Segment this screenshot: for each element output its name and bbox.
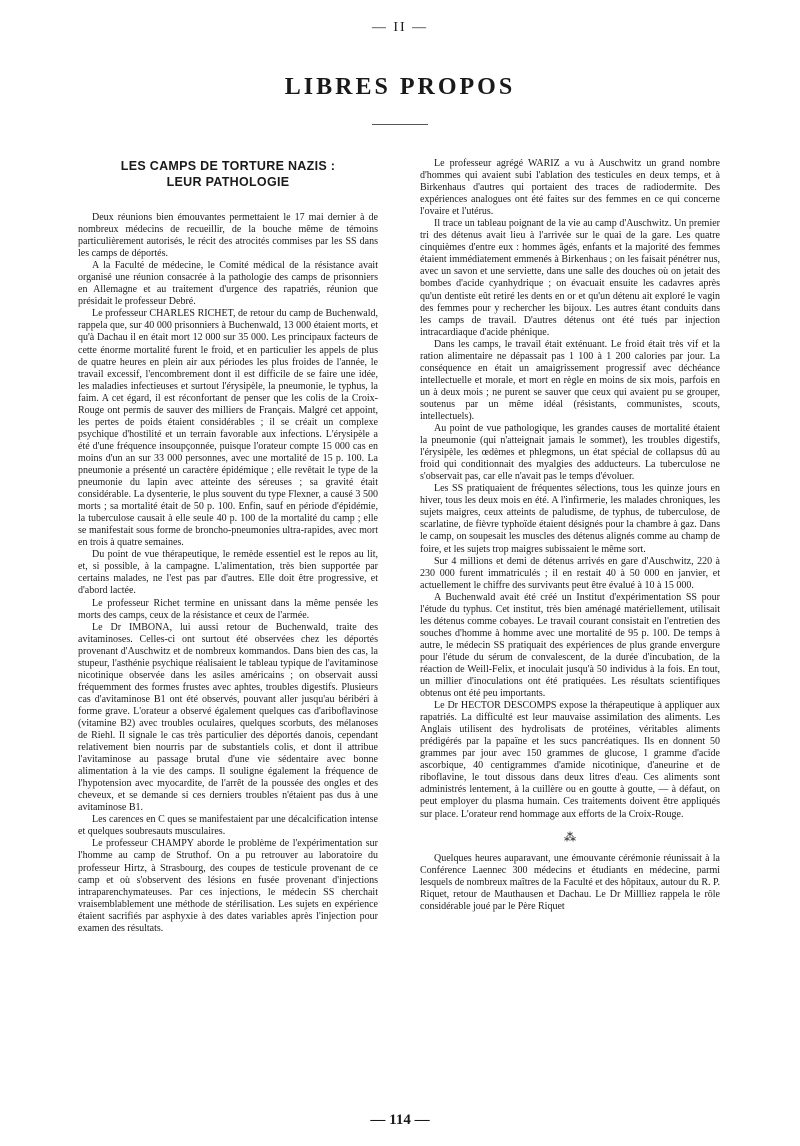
page-header-mark: — II — (371, 20, 429, 35)
paragraph: Le professeur agrégé WARIZ a vu à Auschwitz un grand nombre d'hommes qui avaient subi l'ablation des testicules en deux temps, et à Birkenhaus d'autres qui portaient des traces de radiodermite. Des expériences analogues ont été faites sur des femmes en ce qui concerne l'ovaire et l'utérus. (420, 158, 720, 218)
paragraph: Sur 4 millions et demi de détenus arrivés en gare d'Auschwitz, 220 à 230 000 furent immatriculés ; il en restait 40 à 50 000 en janvier, et actuellement le chiffre des survivants peut être évalué à 10 à 15 000. (420, 555, 720, 591)
article-title-line2: LEUR PATHOLOGIE (166, 175, 290, 189)
paragraph: Les carences en C ques se manifestaient par une décalcification intense et quelques soubresauts musculaires. (78, 814, 378, 838)
paragraph: Le professeur Richet termine en unissant dans la même pensée les morts des camps, ceux de la résistance et ceux de l'armée. (78, 597, 378, 621)
paragraph: Le professeur CHAMPY aborde le problème de l'expérimentation sur l'homme au camp de Struthof. On a pu retrouver au laboratoire du professeur Hirtz, à Strasbourg, des coupes de testicule provenant de ce camp et où s'observent des lésions en fusée provenant d'injections intraparenchymateuses. Par ces injections, le médecin SS cherchait vraisemblablement une méthode de stérilisation. Les sujets en expérience étaient sacrifiés par asphyxie à des dates variables après l'injection pour examen des résultats. (78, 838, 378, 934)
section-break-asterism: ⁂ (564, 829, 576, 844)
paragraph: Le Dr HECTOR DESCOMPS expose la thérapeutique à appliquer aux rapatriés. La difficulté est leur mauvaise assimilation des aliments. Les Anglais utilisent des hydrolisats de protéines, véritables aliments prédigérés par la papaïne et les sucs pancréatiques. Ils en donnent 50 grammes par jour avec 150 grammes de glucose, 1 gramme d'acide ascorbique, 40 centigrammes d'amide nicotinique, d'aneurine et de riboflavine, le tout dissous dans deux litres d'eau. Ces aliments sont administrés lentement, à la cuillère ou en goutte à goutte, — à défaut, on peut employer du plasma humain. Ces traitements doivent être appliqués sur place. L'orateur rend hommage aux efforts de la Croix-Rouge. (420, 700, 720, 820)
paragraph: A la Faculté de médecine, le Comité médical de la résistance avait organisé une réunion consacrée à la pathologie des camps de prisonniers en Allemagne et au traitement d'urgence des rapatriés, réunion que présidait le professeur Debré. (78, 260, 378, 308)
paragraph: Dans les camps, le travail était exténuant. Le froid était très vif et la ration alimentaire ne dépassait pas 1 100 à 1 200 calories par jour. La conséquence en était un amaigrissement progressif avec déchéance intellectuelle et morale, et mort en règle en moins de six mois, parfois en un à deux mois ; ne purent se sauver que ceux qui avaient pu se grouper, soutenus par un même idéal (résistants, communistes, scouts, intellectuels). (420, 338, 720, 422)
paragraph: Deux réunions bien émouvantes permettaient le 17 mai dernier à de nombreux médecins de recueillir, de la bouche même de témoins particulièrement autorisés, le récit des atrocités commises par les SS dans les camps de déportés. (78, 212, 378, 260)
paragraph: Le Dr IMBONA, lui aussi retour de Buchenwald, traite des avitaminoses. Celles-ci ont surtout été observées chez les déportés provenant d'Auschwitz et de nombreux kommandos. Dans bien des cas, la stupeur, l'asthénie psychique réalisaient le tableau typique de l'avitaminose nicotinique observée dans les asiles américains ; on observait aussi fréquemment des formes frustes avec aphtes, troubles digestifs. Plusieurs cas d'avitaminose B1 ont été observés, pouvant aller jusqu'au béribéri à forme grave. L'orateur a observé également quelques cas d'ariboflavinose (vitamine B2) avec troubles oculaires, quelques scorbuts, des mélanoses de Riehl. Il signale le cas très particulier des déportés danois, cependant relativement bien nourris par de substantiels colis, et dont il attribue l'avitaminose au passage brutal d'une vie sédentaire avec bonne alimentation à la vie des camps. Il souligne également la fréquence de l'hypotension avec myocardite, de l'arrêt de la poussée des ongles et des cheveux, et se demande si ces derniers troubles n'étaient pas dus à une avitaminose B1. (78, 621, 378, 814)
article-title-line1: LES CAMPS DE TORTURE NAZIS : (120, 159, 336, 173)
title-divider (372, 124, 428, 125)
page-number: — 114 — (370, 1112, 430, 1128)
left-column (78, 158, 378, 935)
paragraph: Quelques heures auparavant, une émouvante cérémonie réunissait à la Conférence Laennec 300 médecins et étudiants en médecine, parmi lesquels de nombreux maîtres de la Faculté et des hôpitaux, autour du R. P. Riquet, retour de Mauthausen et Dachau. Le Dr Millliez rappela le rôle considérable joué par le Père Riquet (420, 852, 720, 912)
paragraph: Les SS pratiquaient de fréquentes sélections, tous les quinze jours en hiver, tous les deux mois en été. A l'infirmerie, les malades chroniques, les sujets maigres, ceux atteints de paludisme, de typhus, de tuberculose, de scarlatine, de fièvre typhoïde étaient désignés pour la chambre à gaz. Dans le camp, on soupesait les muscles des détenus alignés comme au champ de foire, et les sujets trop maigres subissaient le même sort. (420, 483, 720, 555)
right-column (420, 158, 720, 913)
paragraph: A Buchenwald avait été créé un Institut d'expérimentation SS pour l'étude du typhus. Cet institut, très bien aménagé matériellement, utilisait les détenus comme cobayes. Le travail courant consistait en l'entretien des souches d'homme à homme avec une mortalité de 95 p. 100. De temps à autre, le médecin SS pratiquait des expériences de plus grande envergure pour l'étude du sérum de convalescent, de la durée d'incubation, de la réaction de Weill-Felix, et inoculait jusqu'à 50 individus à la fois. En tout, un millier d'inoculations ont été pratiquées. Les résultats scientifiques obtenus ont été peu importants. (420, 591, 720, 700)
paragraph: Il trace un tableau poignant de la vie au camp d'Auschwitz. Un premier tri des détenus avait lieu à l'arrivée sur le quai de la gare. Les quatre cinquièmes d'entre eux : hommes âgés, enfants et la majorité des femmes étaient immédiatement emmenés à Birkenhaus ; on les faisait pénétrer nus, avec un savon et une serviette, dans une salle des douches où on jetait des bombes d'acide cyanhydrique ; on évacuait ensuite les cadavres après qu'un dentiste eût retiré les dents en or et qu'un détenu ait exploré le vagin des femmes pour y rechercher les bijoux. Les autres étant conduits dans les camps de travail. D'autres détenus ont été tués par injection intracardiaque d'acide phénique. (420, 218, 720, 338)
paragraph: Le professeur CHARLES RICHET, de retour du camp de Buchenwald, rappela que, sur 40 000 prisonniers à Buchenwald, 13 000 étaient morts, et qu'à Dachau il en était mort 12 000 sur 35 000. Les principaux facteurs de cette énorme mortalité furent le froid, et en particulier les appels de plus de quatre heures en plein air aux périodes les plus froides de l'année, le travail excessif, l'encombrement dont il est difficile de se faire une idée, les maladies infectieuses et surtout l'érysipèle, la pneumonie, le typhus, la faim. A cet égard, il est réconfortant de penser que les colis de la Croix-Rouge ont permis de sauver des milliers de Français. Malgré cet appoint, les pertes de poids étaient considérables ; il se créait un complexe psychique d'hostilité et un terrain favorable aux infections. L'érysipèle a été d'une fréquence insoupçonnée, puisque l'orateur compte 15 000 cas en moins d'un an sur 33 000 personnes, avec une mortalité de 15 p. 100. La pneumonie a présenté un caractère épidémique ; elle revêtait le type de la pneumonie du lapin avec atteinte des séreuses ; sa gravité était considérable. La dysenterie, le plus souvent du type Flexner, a causé 3 500 morts ; sa mortalité était de 50 p. 100. Enfin, sauf en période d'épidémie, la tuberculose causait à elle seule 40 p. 100 de la mortalité du camp ; elle se manifestait sous forme de broncho-pneumonies ultra-rapides, avec mort en trois à quatre semaines. (78, 308, 378, 549)
article-title (78, 158, 378, 190)
paragraph: Au point de vue pathologique, les grandes causes de mortalité étaient la pneumonie (qui n'atteignait jamais le sommet), les troubles digestifs, l'érysipèle, les œdèmes et phlegmons, un état spécial de collapsus dû au froid qui conditionnait des myalgies des adducteurs. La tuberculose ne s'observait pas, car elle n'avait pas le temps d'évoluer. (420, 423, 720, 483)
section-title: LIBRES PROPOS (284, 74, 516, 100)
paragraph: Du point de vue thérapeutique, le remède essentiel est le repos au lit, et, si possible, à la campagne. L'alimentation, très bien supportée par certains malades, ne l'est pas par d'autres. Elle doit être progressive, et d'abord lactée. (78, 549, 378, 597)
